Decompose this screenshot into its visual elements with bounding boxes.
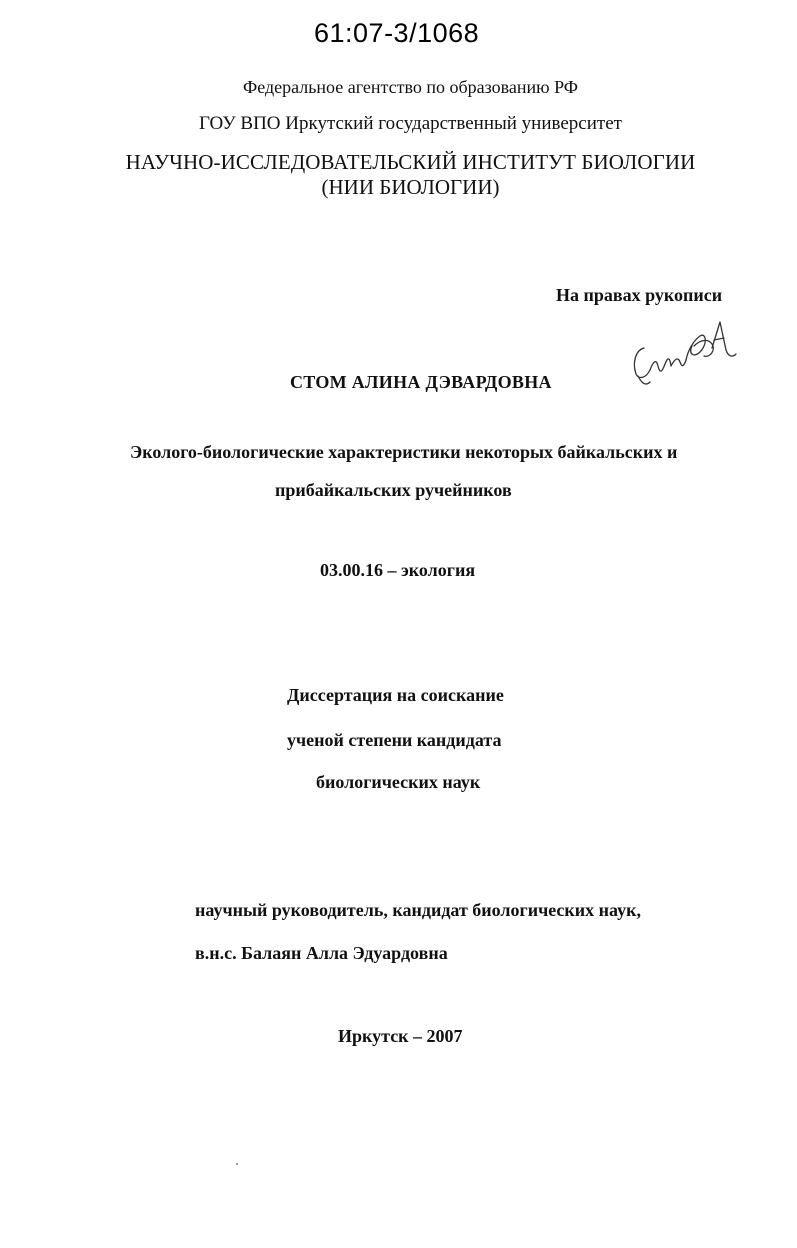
dissertation-title-line-2: прибайкальских ручейников xyxy=(275,480,512,500)
specialty-code: 03.00.16 – экология xyxy=(320,560,476,580)
degree-line-2: ученой степени кандидата xyxy=(287,730,502,750)
university-name: ГОУ ВПО Иркутский государственный университет xyxy=(199,113,622,134)
degree-line-1: Диссертация на соискание xyxy=(287,685,504,705)
dissertation-title-line-1: Эколого-биологические характеристики некоторых байкальских и xyxy=(130,442,678,462)
institute-abbreviation: (НИИ БИОЛОГИИ) xyxy=(321,175,500,199)
document-code: 61:07-3/1068 xyxy=(314,18,480,48)
scan-speck xyxy=(236,1163,238,1165)
agency-name: Федеральное агентство по образованию РФ xyxy=(242,77,579,97)
city-year: Иркутск – 2007 xyxy=(338,1026,463,1046)
manuscript-rights-note: На правах рукописи xyxy=(556,285,723,305)
handwritten-signature xyxy=(628,310,740,394)
supervisor-line-1: научный руководитель, кандидат биологических наук, xyxy=(195,900,641,920)
institute-name: НАУЧНО-ИССЛЕДОВАТЕЛЬСКИЙ ИНСТИТУТ БИОЛОГИИ xyxy=(125,150,696,174)
supervisor-line-2: в.н.с. Балаян Алла Эдуардовна xyxy=(195,943,448,963)
degree-line-3: биологических наук xyxy=(316,772,481,792)
author-name: СТОМ АЛИНА ДЭВАРДОВНА xyxy=(290,372,552,392)
